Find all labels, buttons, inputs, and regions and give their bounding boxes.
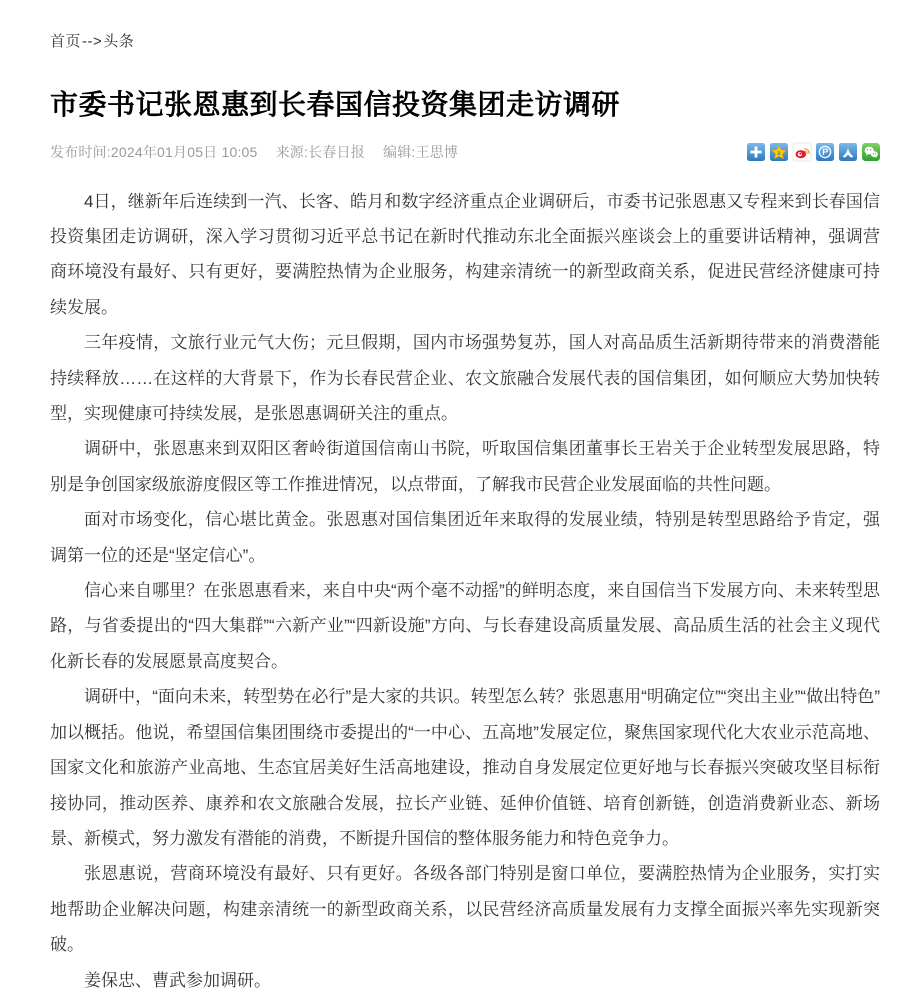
article-paragraph: 4日，继新年后连续到一汽、长客、皓月和数字经济重点企业调研后，市委书记张恩惠又专程来到长春国信投资集团走访调研，深入学习贯彻习近平总书记在新时代推动东北全面振兴座谈会上的重要讲话精神，强调营商环境没有最好、只有更好，要满腔热情为企业服务，构建亲清统一的新型政商关系，促进民营经济健康可持续发展。 bbox=[50, 191, 880, 317]
tencent-pengyou-icon[interactable] bbox=[816, 143, 834, 161]
svg-text:P: P bbox=[822, 146, 829, 157]
article-body bbox=[50, 184, 880, 998]
breadcrumb-home-link[interactable]: 首页 bbox=[50, 33, 82, 50]
article-paragraph: 信心来自哪里？在张恩惠看来，来自中央“两个毫不动摇”的鲜明态度，来自国信当下发展方向、未来转型思路，与省委提出的“四大集群”“六新产业”“四新设施”方向、与长春建设高质量发展、高品质生活的社会主义现代化新长春的发展愿景高度契合。 bbox=[50, 581, 880, 671]
renren-icon[interactable] bbox=[839, 143, 857, 161]
share-more-icon[interactable] bbox=[747, 143, 765, 161]
breadcrumb-section-link[interactable]: 头条 bbox=[103, 33, 135, 50]
article-paragraph: 张恩惠说，营商环境没有最好、只有更好。各级各部门特别是窗口单位，要满腔热情为企业服务，实打实地帮助企业解决问题，构建亲清统一的新型政商关系，以民营经济高质量发展有力支撑全面振兴率先实现新突破。 bbox=[50, 864, 880, 955]
article-meta-row bbox=[50, 141, 880, 163]
svg-text:z: z bbox=[777, 149, 781, 157]
qzone-icon[interactable] bbox=[770, 143, 788, 161]
breadcrumb bbox=[50, 0, 880, 51]
article-paragraph: 三年疫情，文旅行业元气大伤；元旦假期，国内市场强势复苏，国人对高品质生活新期待带来的消费潜能持续释放……在这样的大背景下，作为长春民营企业、农文旅融合发展代表的国信集团，如何顺应大势加快转型，实现健康可持续发展，是张恩惠调研关注的重点。 bbox=[50, 333, 880, 424]
article-paragraph: 面对市场变化，信心堪比黄金。张恩惠对国信集团近年来取得的发展业绩，特别是转型思路给予肯定，强调第一位的还是“坚定信心”。 bbox=[50, 510, 880, 565]
article-paragraph: 调研中，张恩惠来到双阳区奢岭街道国信南山书院，听取国信集团董事长王岩关于企业转型发展思路，特别是争创国家级旅游度假区等工作推进情况，以点带面，了解我市民营企业发展面临的共性问题。 bbox=[50, 439, 880, 494]
article-paragraph: 姜保忠、曹武参加调研。 bbox=[84, 970, 271, 990]
article-paragraph: 调研中，“面向未来，转型势在必行”是大家的共识。转型怎么转？张恩惠用“明确定位”“突出主业”“做出特色”加以概括。他说，希望国信集团围绕市委提出的“一中心、五高地”发展定位，聚焦国家现代化大农业示范高地、国家文化和旅游产业高地、生态宜居美好生活高地建设，推动自身发展定位更好地与长春振兴突破攻坚目标衔接协同，推动医养、康养和农文旅融合发展，拉长产业链、延伸价值链、培育创新链，创造消费新业态、新场景、新模式，努力激发有潜能的消费，不断提升国信的整体服务能力和特色竞争力。 bbox=[50, 687, 880, 848]
editor: 编辑:王思博 bbox=[383, 143, 459, 160]
article-meta bbox=[50, 142, 458, 162]
source: 来源:长春日报 bbox=[275, 143, 365, 160]
wechat-icon[interactable] bbox=[862, 143, 880, 161]
page-title: 市委书记张恩惠到长春国信投资集团走访调研 bbox=[50, 89, 621, 120]
publish-time: 发布时间:2024年01月05日 10:05 bbox=[50, 143, 258, 160]
breadcrumb-separator: --> bbox=[82, 33, 103, 50]
sina-weibo-icon[interactable] bbox=[793, 143, 811, 161]
share-bar bbox=[747, 143, 880, 161]
